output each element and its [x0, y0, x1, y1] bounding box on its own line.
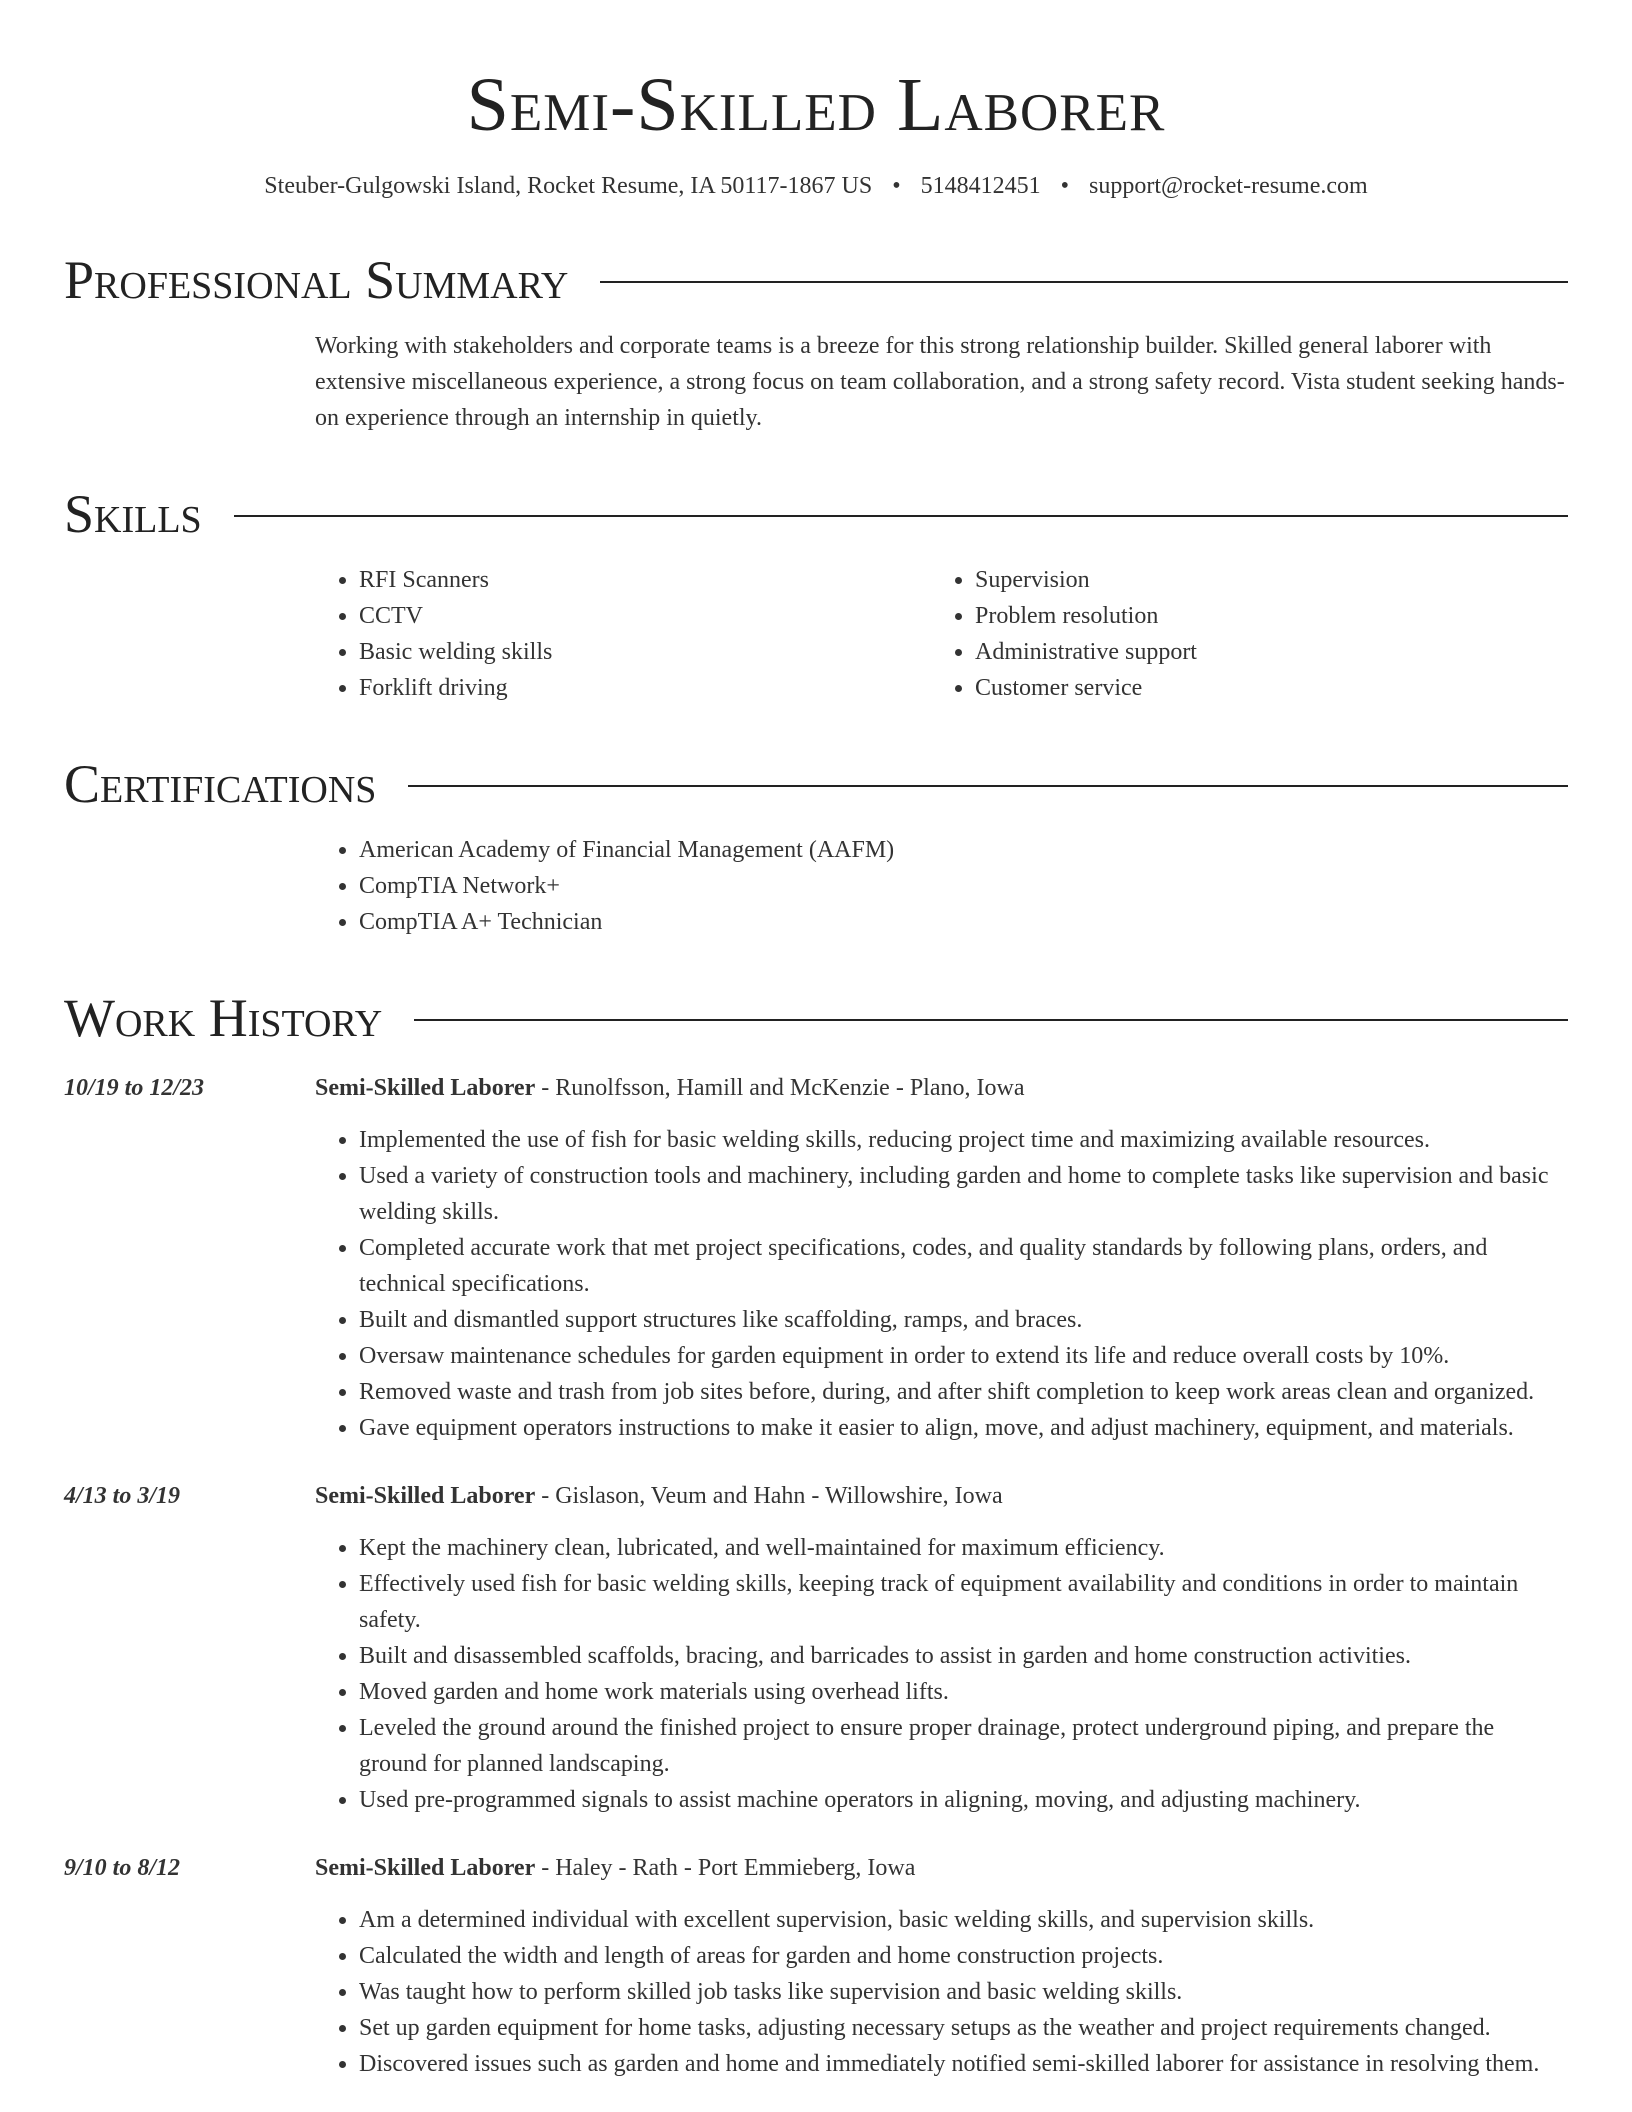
job-bullet: • Used a variety of construction tools and machinery, including garden and home to complete tasks like supervision and basic welding skills.: [359, 1158, 1568, 1230]
certifications-list: [315, 832, 1568, 940]
skill-item: • Administrative support: [975, 634, 1547, 670]
job-details: [315, 1850, 1568, 2082]
job-bullet: • Kept the machinery clean, lubricated, and well-maintained for maximum efficiency.: [359, 1530, 1568, 1566]
job-dates: 9/10 to 8/12: [64, 1855, 181, 1881]
job-bullet: • Used pre-programmed signals to assist machine operators in aligning, moving, and adjusting machinery.: [359, 1782, 1568, 1818]
summary-text: Working with stakeholders and corporate teams is a breeze for this strong relationship builder. Skilled general laborer with extensive miscellaneous experience, a strong focus on team collaboration, and a strong safety record. Vista student seeking hands-on experience through an internship in quietly.: [315, 333, 1565, 431]
job-bullet: • Leveled the ground around the finished project to ensure proper drainage, protect underground piping, and prepare the ground for planned landscaping.: [359, 1710, 1568, 1782]
job-bullet: • Implemented the use of fish for basic welding skills, reducing project time and maximizing available resources.: [359, 1122, 1568, 1158]
job-bullet: • Built and disassembled scaffolds, bracing, and barricades to assist in garden and home construction activities.: [359, 1638, 1568, 1674]
job-bullet: • Effectively used fish for basic welding skills, keeping track of equipment availability and conditions in order to maintain safety.: [359, 1566, 1568, 1638]
section-divider: [234, 515, 1568, 517]
job-bullets: [315, 1122, 1568, 1446]
certification-item: • CompTIA Network+: [359, 868, 1568, 904]
skills-body: [315, 562, 1568, 706]
job-bullet: • Built and dismantled support structures like scaffolding, ramps, and braces.: [359, 1302, 1568, 1338]
job-bullet: • Moved garden and home work materials using overhead lifts.: [359, 1674, 1568, 1710]
job-heading: [315, 1070, 1568, 1106]
job-bullet: • Removed waste and trash from job sites before, during, and after shift completion to keep work areas clean and organized.: [359, 1374, 1568, 1410]
contact-separator: •: [892, 173, 901, 199]
job-title: Semi-Skilled Laborer: [315, 1075, 536, 1101]
contact-address: Steuber-Gulgowski Island, Rocket Resume, IA 50117-1867 US: [264, 173, 873, 199]
skills-list-left: [315, 562, 931, 706]
job-entry: [64, 1850, 1568, 2082]
section-divider: [414, 1019, 1568, 1021]
summary-section-header: [64, 250, 1568, 310]
job-entry: [64, 1478, 1568, 1818]
contact-email: support@rocket-resume.com: [1089, 173, 1368, 199]
contact-phone: 5148412451: [920, 173, 1041, 199]
job-title: Semi-Skilled Laborer: [315, 1855, 536, 1881]
job-title: Semi-Skilled Laborer: [315, 1483, 536, 1509]
certifications-heading: Certifications: [64, 754, 377, 814]
job-bullet: • Completed accurate work that met project specifications, codes, and quality standards by following plans, orders, and technical specifications.: [359, 1230, 1568, 1302]
job-bullet: • Gave equipment operators instructions to make it easier to align, move, and adjust machinery, equipment, and materials.: [359, 1410, 1568, 1446]
skills-heading: Skills: [64, 484, 202, 544]
job-bullet: • Was taught how to perform skilled job tasks like supervision and basic welding skills.: [359, 1974, 1568, 2010]
job-bullet: • Discovered issues such as garden and home and immediately notified semi-skilled laborer for assistance in resolving them.: [359, 2046, 1568, 2082]
job-heading: [315, 1850, 1568, 1886]
skill-item: • RFI Scanners: [359, 562, 931, 598]
skill-item: • Basic welding skills: [359, 634, 931, 670]
resume-page: [64, 0, 1568, 2082]
section-divider: [408, 785, 1568, 787]
skill-item: • Forklift driving: [359, 670, 931, 706]
skills-list-right: [931, 562, 1547, 706]
job-company: - Runolfsson, Hamill and McKenzie - Plano, Iowa: [535, 1075, 1025, 1101]
skills-grid: [315, 562, 1568, 706]
skills-section-header: [64, 484, 1568, 544]
job-dates: 10/19 to 12/23: [64, 1075, 205, 1101]
certification-item: • CompTIA A+ Technician: [359, 904, 1568, 940]
job-company: - Gislason, Veum and Hahn - Willowshire, Iowa: [535, 1483, 1003, 1509]
job-company: - Haley - Rath - Port Emmieberg, Iowa: [535, 1855, 916, 1881]
skill-item: • Supervision: [975, 562, 1547, 598]
certifications-body: [315, 832, 1568, 940]
certifications-section-header: [64, 754, 1568, 814]
candidate-name: Semi-Skilled Laborer: [466, 63, 1166, 147]
work-heading: Work History: [64, 988, 383, 1048]
job-bullet: • Am a determined individual with excellent supervision, basic welding skills, and supervision skills.: [359, 1902, 1568, 1938]
section-divider: [600, 281, 1568, 283]
job-details: [315, 1478, 1568, 1818]
work-section-header: [64, 988, 1568, 1048]
job-heading: [315, 1478, 1568, 1514]
job-bullet: • Oversaw maintenance schedules for garden equipment in order to extend its life and reduce overall costs by 10%.: [359, 1338, 1568, 1374]
contact-separator: •: [1060, 173, 1070, 199]
contact-line: [64, 170, 1568, 202]
job-details: [315, 1070, 1568, 1446]
job-bullets: [315, 1530, 1568, 1818]
summary-body: [315, 328, 1568, 436]
summary-heading: Professional Summary: [64, 250, 569, 310]
skill-item: • CCTV: [359, 598, 931, 634]
skill-item: • Problem resolution: [975, 598, 1547, 634]
job-bullets: [315, 1902, 1568, 2082]
job-entry: [64, 1070, 1568, 1446]
job-bullet: • Calculated the width and length of areas for garden and home construction projects.: [359, 1938, 1568, 1974]
job-dates: 4/13 to 3/19: [64, 1483, 181, 1509]
job-bullet: • Set up garden equipment for home tasks, adjusting necessary setups as the weather and project requirements changed.: [359, 2010, 1568, 2046]
certification-item: • American Academy of Financial Management (AAFM): [359, 832, 1568, 868]
skill-item: • Customer service: [975, 670, 1547, 706]
